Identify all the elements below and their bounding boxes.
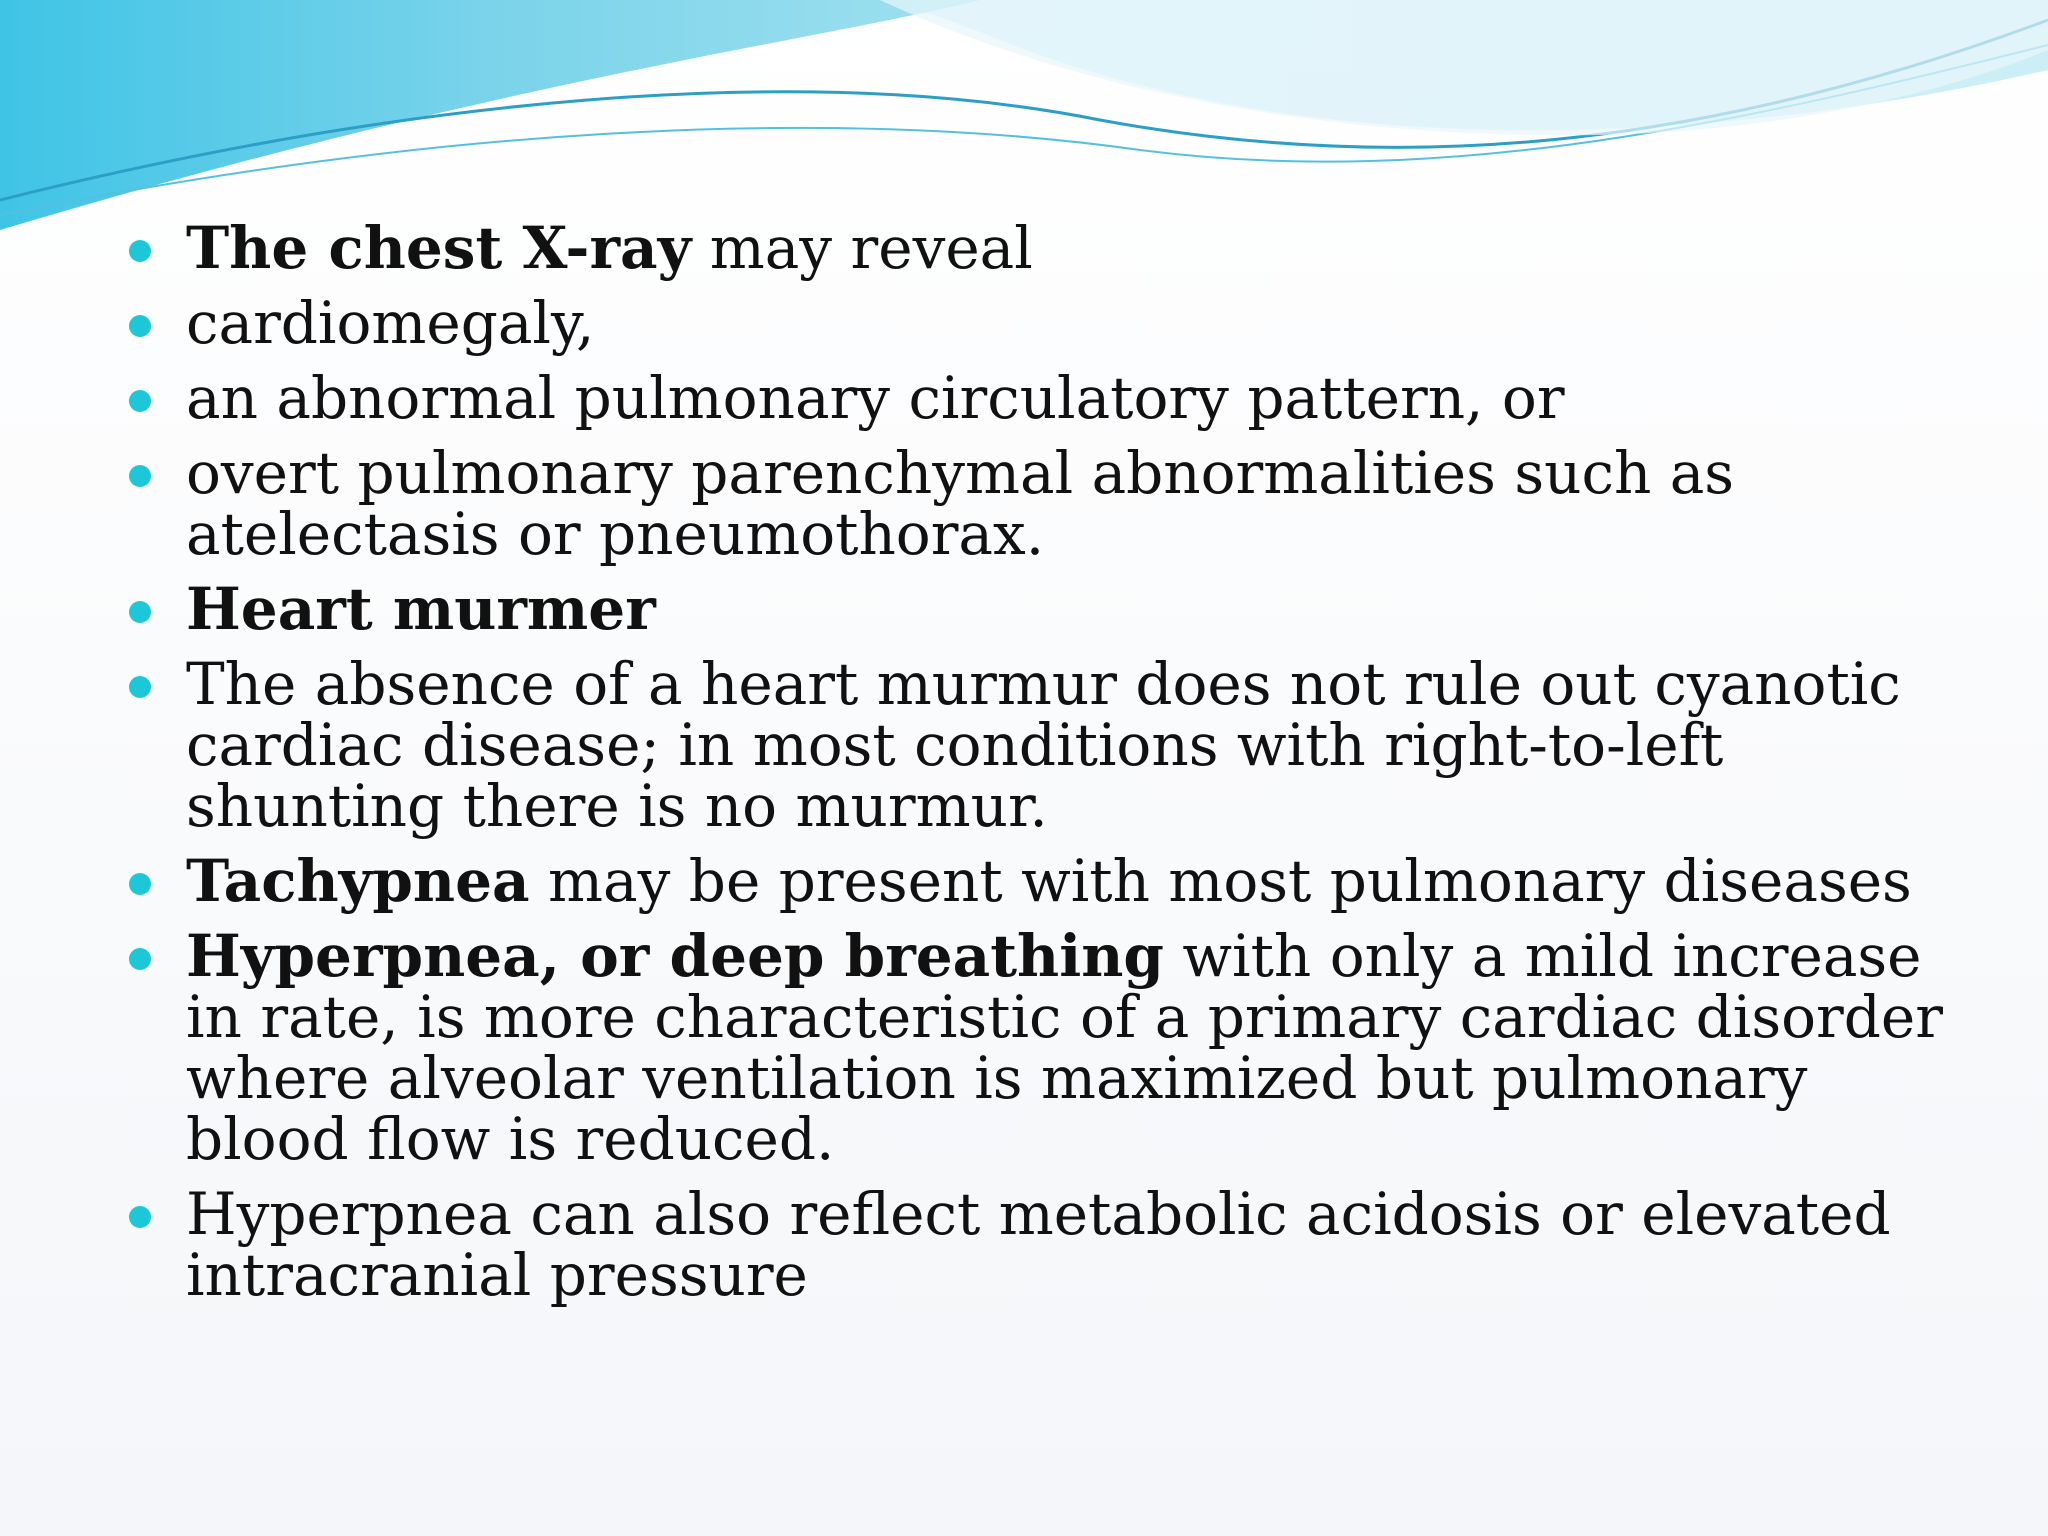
bullet-dot-icon — [129, 676, 151, 698]
bullet-dot-icon — [129, 465, 151, 487]
bullet-item — [0, 1180, 2048, 1309]
bullet-bold-text: The chest X-ray — [186, 214, 692, 282]
bullet-text: overt pulmonary parenchymal abnormalities such as atelectasis or pneumothorax. — [186, 439, 1735, 568]
bullet-item — [0, 650, 2048, 840]
bullet-dot-icon — [129, 948, 151, 970]
bullet-item — [0, 575, 2048, 643]
header-wave-decoration — [0, 0, 2048, 240]
bullet-dot-icon — [129, 315, 151, 337]
bullet-item — [0, 922, 2048, 1173]
bullet-dot-icon — [129, 601, 151, 623]
bullet-text: with only a mild increase in rate, is more characteristic of a primary cardiac disorder where alveolar ventilation is maximized but pulmonary blood flow is reduced. — [186, 922, 1943, 1173]
bullet-bold-text: Hyperpnea, or deep breathing — [186, 922, 1164, 990]
bullet-dot-icon — [129, 390, 151, 412]
bullet-list — [0, 214, 2048, 1320]
bullet-text: cardiomegaly, — [186, 289, 595, 357]
bullet-item — [0, 847, 2048, 915]
bullet-item — [0, 289, 2048, 357]
bullet-text: may be present with most pulmonary diseases — [529, 847, 1912, 915]
bullet-item — [0, 214, 2048, 282]
bullet-text: may reveal — [691, 214, 1033, 282]
bullet-text: The absence of a heart murmur does not rule out cyanotic cardiac disease; in most conditions with right-to-left shunting there is no murmur. — [186, 650, 1901, 840]
bullet-bold-text: Heart murmer — [186, 575, 656, 643]
bullet-text: an abnormal pulmonary circulatory pattern, or — [186, 364, 1565, 432]
bullet-dot-icon — [129, 873, 151, 895]
bullet-item — [0, 439, 2048, 568]
bullet-bold-text: Tachypnea — [186, 847, 530, 915]
bullet-item — [0, 364, 2048, 432]
bullet-dot-icon — [129, 240, 151, 262]
bullet-dot-icon — [129, 1206, 151, 1228]
bullet-text: Hyperpnea can also reflect metabolic acidosis or elevated intracranial pressure — [186, 1180, 1891, 1309]
